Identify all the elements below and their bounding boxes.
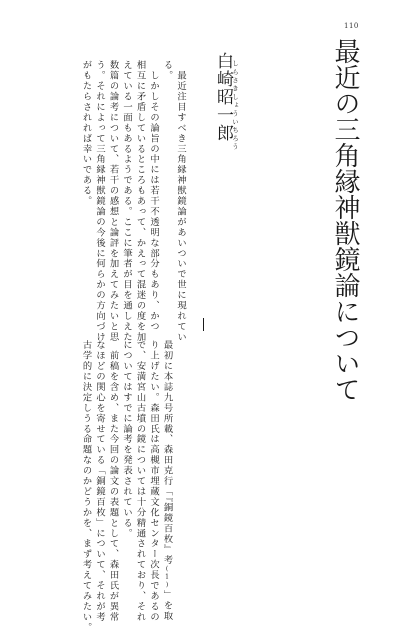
body-line: 古学的に決定しうる命題なのかどうかを、まず考えてみたい。	[80, 340, 92, 633]
footnote-reference[interactable]: (1)	[163, 565, 171, 590]
author-name: 白崎昭一郎	[213, 52, 233, 142]
intro-paragraph	[79, 60, 187, 342]
page-number: 110	[344, 22, 359, 30]
article-title: 最近の三角縁神獣鏡論について	[330, 38, 360, 402]
intro-line: う。それによって三角縁神獣鏡論の今後に何らかの方向づけ	[94, 60, 105, 343]
intro-line: 数篇の論考について、若干の感想と論評を加えてみたいと思	[107, 60, 119, 343]
intro-line: がもたらされれば幸いである。	[80, 60, 92, 207]
section-number-marker	[203, 318, 204, 331]
body-line: 最初に本誌九号所載、森田克行「『銅鏡百枚』考(1)」を取	[161, 340, 173, 622]
body-line: 前稿を含め、また今回の論文の表題として、森田氏が異常	[107, 340, 119, 623]
intro-line: えている一面もあるようである。ここに筆者が目を通しえた	[121, 60, 132, 343]
body-line: なほどの関心を寄せている「銅鏡百枚」について、それが考	[94, 340, 105, 623]
intro-line: る。	[161, 60, 173, 81]
section-body	[79, 340, 174, 633]
intro-line: 相互に矛盾しているところもあって、かえって混迷の度を加	[134, 60, 146, 343]
intro-line: 最近注目すべき三角縁神獣鏡論があいついで世に現れてい	[175, 60, 186, 343]
intro-line: しかしその論旨の中には若干不透明な部分もあり、かつ	[148, 60, 159, 332]
body-line: り上げたい。森田氏は高槻市埋蔵文化センター次長であるの	[148, 340, 159, 623]
author-name-reading: しらさきしょういちろう	[231, 60, 239, 152]
body-line: で、安満宮山古墳の鏡については十分精通されており、それ	[134, 340, 146, 623]
body-line: についてはすでに論考を発表されている。	[121, 340, 132, 539]
